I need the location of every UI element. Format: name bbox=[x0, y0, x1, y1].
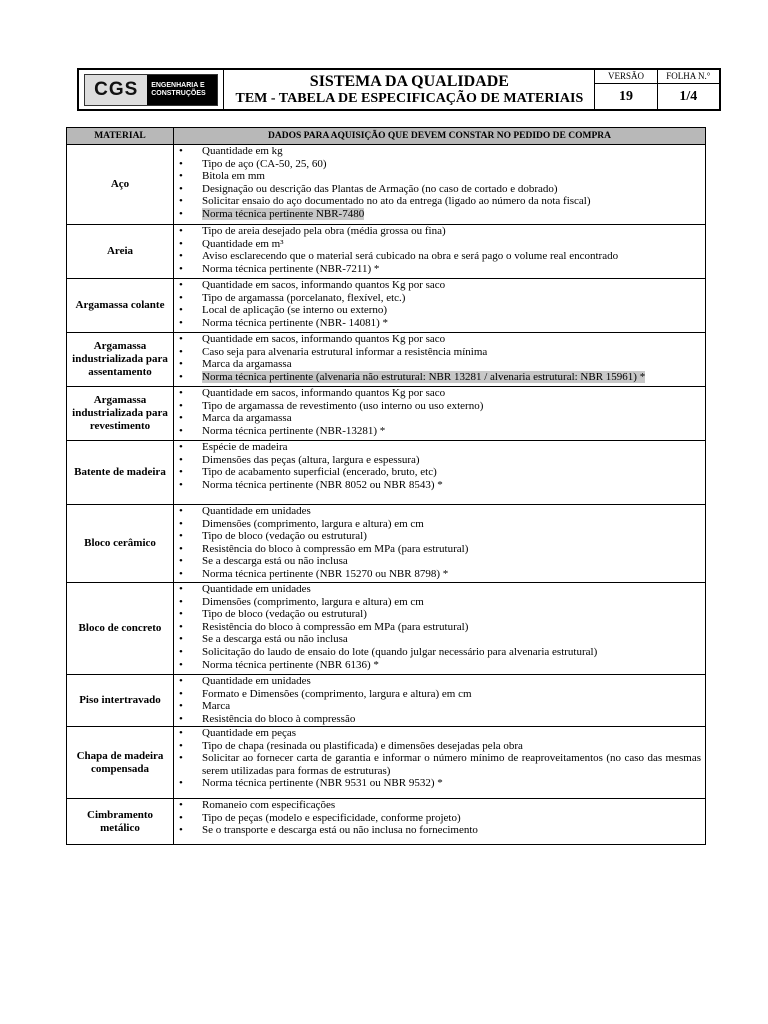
requirements-list bbox=[174, 387, 705, 437]
table-row bbox=[67, 727, 706, 799]
requirement-text: Tipo de argamassa de revestimento (uso interno ou uso externo) bbox=[202, 399, 484, 412]
table-row bbox=[67, 675, 706, 727]
material-name: Aço bbox=[67, 145, 174, 225]
requirement-text: Quantidade em m³ bbox=[202, 237, 284, 250]
list-item bbox=[174, 371, 705, 384]
document-subtitle: TEM - TABELA DE ESPECIFICAÇÃO DE MATERIAIS bbox=[235, 90, 584, 106]
requirement-text: Quantidade em unidades bbox=[202, 505, 311, 517]
list-item bbox=[174, 304, 705, 317]
list-item bbox=[174, 621, 705, 634]
list-item bbox=[174, 688, 705, 701]
requirement-text: Resistência do bloco à compressão em MPa (para estrutural) bbox=[202, 542, 469, 555]
list-item bbox=[174, 518, 705, 531]
material-requirements bbox=[174, 583, 706, 675]
document-title: SISTEMA DA QUALIDADE bbox=[309, 72, 509, 90]
requirement-text: Quantidade em peças bbox=[202, 727, 297, 739]
table-row bbox=[67, 583, 706, 675]
requirement-text: Quantidade em kg bbox=[202, 145, 283, 157]
material-name: Argamassa industrializada para revestimento bbox=[67, 387, 174, 441]
version-label: VERSÃO bbox=[595, 70, 656, 84]
requirement-text: Quantidade em unidades bbox=[202, 675, 311, 687]
requirement-text: Caso seja para alvenaria estrutural informar a resistência mínima bbox=[202, 345, 488, 358]
requirement-text: Resistência do bloco à compressão em MPa (para estrutural) bbox=[202, 620, 469, 633]
list-item bbox=[174, 317, 705, 330]
list-item bbox=[174, 555, 705, 568]
material-requirements bbox=[174, 505, 706, 583]
requirement-text: Dimensões das peças (altura, largura e espessura) bbox=[202, 453, 420, 466]
version-cell bbox=[595, 70, 657, 109]
logo-sub-line-2: CONSTRUÇÕES bbox=[151, 89, 206, 97]
list-item bbox=[174, 358, 705, 371]
requirement-text: Tipo de chapa (resinada ou plastificada) e dimensões desejadas pela obra bbox=[202, 739, 523, 752]
list-item bbox=[174, 583, 705, 596]
list-item bbox=[174, 530, 705, 543]
table-row bbox=[67, 799, 706, 845]
material-name: Cimbramento metálico bbox=[67, 799, 174, 845]
material-name: Bloco cerâmico bbox=[67, 505, 174, 583]
column-header-dados: DADOS PARA AQUISIÇÃO QUE DEVEM CONSTAR NO PEDIDO DE COMPRA bbox=[174, 128, 706, 145]
requirement-text: Solicitar ensaio do aço documentado no ato da entrega (ligado ao número da nota fiscal) bbox=[202, 195, 591, 208]
requirement-text: Tipo de bloco (vedação ou estrutural) bbox=[202, 530, 367, 543]
list-item bbox=[174, 824, 705, 837]
logo-sub-line-1: ENGENHARIA E bbox=[151, 81, 205, 89]
list-item bbox=[174, 158, 705, 171]
table-row bbox=[67, 387, 706, 441]
list-item bbox=[174, 727, 705, 740]
list-item bbox=[174, 441, 705, 454]
list-item bbox=[174, 466, 705, 479]
material-requirements bbox=[174, 441, 706, 505]
requirement-text: Bitola em mm bbox=[202, 170, 265, 183]
table-row bbox=[67, 505, 706, 583]
logo-cell bbox=[79, 70, 224, 109]
list-item bbox=[174, 740, 705, 753]
material-requirements bbox=[174, 387, 706, 441]
requirement-text: Quantidade em sacos, informando quantos Kg por saco bbox=[202, 387, 446, 399]
requirement-text: Quantidade em unidades bbox=[202, 583, 311, 595]
requirement-text: Norma técnica pertinente (NBR-13281) * bbox=[202, 424, 386, 437]
requirement-text: Norma técnica pertinente (NBR- 14081) * bbox=[202, 316, 389, 329]
requirements-list bbox=[174, 505, 705, 581]
column-header-material: MATERIAL bbox=[67, 128, 174, 145]
material-name: Bloco de concreto bbox=[67, 583, 174, 675]
requirements-list bbox=[174, 583, 705, 671]
requirement-text: Norma técnica pertinente (NBR-7211) * bbox=[202, 262, 380, 275]
requirement-text: Norma técnica pertinente (NBR 8052 ou NBR 8543) * bbox=[202, 478, 443, 491]
requirement-text: Norma técnica pertinente (NBR 15270 ou NBR 8798) * bbox=[202, 567, 449, 580]
list-item bbox=[174, 225, 705, 238]
specification-table bbox=[66, 127, 706, 845]
list-item bbox=[174, 387, 705, 400]
table-row bbox=[67, 333, 706, 387]
requirement-text: Se o transporte e descarga está ou não inclusa no fornecimento bbox=[202, 824, 478, 837]
material-name: Batente de madeira bbox=[67, 441, 174, 505]
requirements-list bbox=[174, 441, 705, 491]
requirement-text: Formato e Dimensões (comprimento, largura e altura) em cm bbox=[202, 687, 472, 700]
requirement-text: Norma técnica pertinente (alvenaria não estrutural: NBR 13281 / alvenaria estrutural: NBR 15961) * bbox=[202, 370, 646, 383]
list-item bbox=[174, 799, 705, 812]
requirements-list bbox=[174, 145, 705, 221]
requirement-text: Tipo de argamassa (porcelanato, flexível, etc.) bbox=[202, 291, 406, 304]
requirement-text: Tipo de aço (CA-50, 25, 60) bbox=[202, 157, 327, 170]
requirement-text: Espécie de madeira bbox=[202, 441, 288, 453]
company-logo bbox=[84, 74, 218, 106]
material-requirements bbox=[174, 799, 706, 845]
list-item bbox=[174, 646, 705, 659]
list-item bbox=[174, 633, 705, 646]
requirement-text: Norma técnica pertinente (NBR 9531 ou NBR 9532) * bbox=[202, 777, 443, 790]
list-item bbox=[174, 543, 705, 556]
list-item bbox=[174, 250, 705, 263]
list-item bbox=[174, 346, 705, 359]
version-value: 19 bbox=[619, 88, 633, 104]
list-item bbox=[174, 208, 705, 221]
requirements-list bbox=[174, 279, 705, 329]
list-item bbox=[174, 263, 705, 276]
requirements-list bbox=[174, 727, 705, 790]
requirement-text: Tipo de bloco (vedação ou estrutural) bbox=[202, 608, 367, 621]
list-item bbox=[174, 675, 705, 688]
requirement-text: Tipo de peças (modelo e especificidade, conforme projeto) bbox=[202, 811, 461, 824]
requirement-text: Tipo de areia desejado pela obra (média grossa ou fina) bbox=[202, 225, 446, 237]
table-row bbox=[67, 225, 706, 279]
sheet-value: 1/4 bbox=[679, 88, 698, 104]
requirement-text: Se a descarga está ou não inclusa bbox=[202, 633, 348, 646]
list-item bbox=[174, 777, 705, 790]
list-item bbox=[174, 170, 705, 183]
material-name: Chapa de madeira compensada bbox=[67, 727, 174, 799]
requirement-text: Se a descarga está ou não inclusa bbox=[202, 555, 348, 568]
list-item bbox=[174, 454, 705, 467]
table-header-row bbox=[67, 128, 706, 145]
material-name: Argamassa industrializada para assentamento bbox=[67, 333, 174, 387]
list-item bbox=[174, 608, 705, 621]
table-row bbox=[67, 441, 706, 505]
requirement-text: Marca da argamassa bbox=[202, 412, 292, 425]
list-item bbox=[174, 700, 705, 713]
table-body bbox=[67, 145, 706, 845]
requirements-list bbox=[174, 333, 705, 383]
list-item bbox=[174, 505, 705, 518]
title-cell bbox=[224, 70, 595, 109]
requirement-text: Aviso esclarecendo que o material será cubicado na obra e será pago o volume real encontrado bbox=[202, 250, 619, 263]
list-item bbox=[174, 292, 705, 305]
document-header bbox=[77, 68, 721, 111]
requirement-text: Tipo de acabamento superficial (encerado, bruto, etc) bbox=[202, 466, 437, 479]
requirements-list bbox=[174, 225, 705, 275]
sheet-cell bbox=[658, 70, 719, 109]
requirement-text: Designação ou descrição das Plantas de Armação (no caso de cortado e dobrado) bbox=[202, 182, 558, 195]
requirements-list bbox=[174, 675, 705, 725]
table-row bbox=[67, 279, 706, 333]
list-item bbox=[174, 183, 705, 196]
list-item bbox=[174, 812, 705, 825]
requirement-text: Marca da argamassa bbox=[202, 358, 292, 371]
requirement-text: Marca bbox=[202, 700, 231, 713]
list-item bbox=[174, 568, 705, 581]
material-name: Piso intertravado bbox=[67, 675, 174, 727]
requirement-text: Dimensões (comprimento, largura e altura) em cm bbox=[202, 517, 424, 530]
requirement-text: Quantidade em sacos, informando quantos Kg por saco bbox=[202, 333, 446, 345]
list-item bbox=[174, 238, 705, 251]
material-requirements bbox=[174, 675, 706, 727]
list-item bbox=[174, 333, 705, 346]
list-item bbox=[174, 400, 705, 413]
requirement-text: Romaneio com especificações bbox=[202, 799, 336, 811]
requirement-text: Norma técnica pertinente (NBR 6136) * bbox=[202, 658, 379, 671]
requirement-text: Resistência do bloco à compressão bbox=[202, 712, 356, 725]
material-requirements bbox=[174, 225, 706, 279]
list-item bbox=[174, 752, 705, 777]
requirement-text: Norma técnica pertinente NBR-7480 bbox=[202, 207, 365, 220]
list-item bbox=[174, 425, 705, 438]
table-row bbox=[67, 145, 706, 225]
material-requirements bbox=[174, 727, 706, 799]
requirement-text: Dimensões (comprimento, largura e altura) em cm bbox=[202, 595, 424, 608]
requirements-list bbox=[174, 799, 705, 837]
list-item bbox=[174, 195, 705, 208]
material-requirements bbox=[174, 333, 706, 387]
material-requirements bbox=[174, 279, 706, 333]
list-item bbox=[174, 659, 705, 672]
list-item bbox=[174, 713, 705, 726]
requirement-text: Solicitar ao fornecer carta de garantia e informar o número mínimo de reaproveitamentos (no caso das mesmas serem utilizadas para formas de estruturas) bbox=[202, 752, 701, 777]
material-requirements bbox=[174, 145, 706, 225]
list-item bbox=[174, 479, 705, 492]
list-item bbox=[174, 596, 705, 609]
list-item bbox=[174, 145, 705, 158]
list-item bbox=[174, 412, 705, 425]
requirement-text: Quantidade em sacos, informando quantos Kg por saco bbox=[202, 279, 446, 291]
list-item bbox=[174, 279, 705, 292]
material-name: Areia bbox=[67, 225, 174, 279]
logo-main-text: CGS bbox=[85, 75, 147, 105]
requirement-text: Local de aplicação (se interno ou externo) bbox=[202, 304, 388, 317]
sheet-label: FOLHA N.° bbox=[658, 70, 719, 84]
requirement-text: Solicitação do laudo de ensaio do lote (quando julgar necessário para alvenaria estrutural) bbox=[202, 645, 598, 658]
logo-sub-text bbox=[147, 75, 205, 105]
material-name: Argamassa colante bbox=[67, 279, 174, 333]
